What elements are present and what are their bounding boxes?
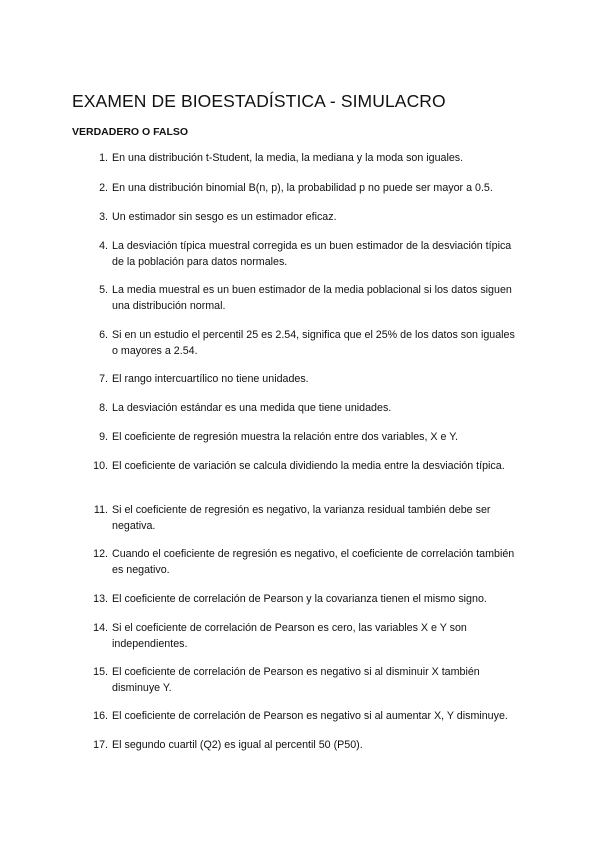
- question-text: Un estimador sin sesgo es un estimador eficaz.: [112, 211, 337, 223]
- question-item: [84, 547, 544, 578]
- question-item: [84, 401, 544, 417]
- question-item: [84, 328, 544, 359]
- question-number: 16.: [93, 710, 108, 722]
- question-number: 4.: [99, 240, 108, 252]
- question-number: 5.: [99, 284, 108, 296]
- question-item: [84, 709, 544, 725]
- question-text: Si el coeficiente de correlación de Pearson es cero, las variables X e Y son independientes.: [112, 622, 467, 650]
- question-text: El coeficiente de correlación de Pearson es negativo si al disminuir X también disminuye Y.: [112, 666, 480, 694]
- question-text: El coeficiente de regresión muestra la relación entre dos variables, X e Y.: [112, 431, 458, 443]
- question-item: [84, 503, 544, 534]
- question-item: [84, 210, 544, 226]
- question-item: [84, 459, 544, 475]
- question-text: El segundo cuartil (Q2) es igual al percentil 50 (P50).: [112, 739, 363, 751]
- question-text: Si en un estudio el percentil 25 es 2.54, significa que el 25% de los datos son iguales o mayores a 2.54.: [112, 329, 515, 357]
- question-number: 11.: [93, 504, 108, 516]
- question-number: 10.: [93, 460, 108, 472]
- question-number: 3.: [99, 211, 108, 223]
- question-item: [84, 738, 544, 754]
- question-number: 8.: [99, 402, 108, 414]
- question-number: 15.: [93, 666, 108, 678]
- question-number: 7.: [99, 373, 108, 385]
- question-text: La desviación típica muestral corregida es un buen estimador de la desviación típica de la población para datos normales.: [112, 240, 512, 268]
- question-number: 9.: [99, 431, 108, 443]
- question-number: 13.: [93, 593, 108, 605]
- section-heading: VERDADERO O FALSO: [72, 126, 189, 138]
- question-item: [84, 151, 544, 167]
- question-number: 17.: [93, 739, 108, 751]
- question-text: En una distribución t-Student, la media, la mediana y la moda son iguales.: [112, 152, 464, 164]
- question-item: [84, 181, 544, 197]
- question-number: 12.: [93, 548, 108, 560]
- question-number: 6.: [99, 329, 108, 341]
- question-text: Cuando el coeficiente de regresión es negativo, el coeficiente de correlación también es negativo.: [112, 548, 515, 576]
- question-text: El coeficiente de correlación de Pearson y la covarianza tienen el mismo signo.: [112, 593, 487, 605]
- question-number: 14.: [93, 622, 108, 634]
- question-number: 1.: [99, 152, 108, 164]
- question-text: El coeficiente de variación se calcula dividiendo la media entre la desviación típica.: [112, 460, 505, 472]
- question-text: El rango intercuartílico no tiene unidades.: [112, 373, 309, 385]
- question-item: [84, 665, 544, 696]
- question-text: Si el coeficiente de regresión es negativo, la varianza residual también debe ser negativa.: [112, 504, 491, 532]
- question-item: [84, 592, 544, 608]
- question-item: [84, 283, 544, 314]
- question-text: La desviación estándar es una medida que tiene unidades.: [112, 402, 392, 414]
- question-item: [84, 372, 544, 388]
- question-text: En una distribución binomial B(n, p), la probabilidad p no puede ser mayor a 0.5.: [112, 182, 493, 194]
- question-text: La media muestral es un buen estimador de la media poblacional si los datos siguen una distribución normal.: [112, 284, 512, 312]
- page-title: EXAMEN DE BIOESTADÍSTICA - SIMULACRO: [72, 91, 446, 111]
- question-text: El coeficiente de correlación de Pearson es negativo si al aumentar X, Y disminuye.: [112, 710, 508, 722]
- question-item: [84, 621, 544, 652]
- question-number: 2.: [99, 182, 108, 194]
- question-item: [84, 430, 544, 446]
- question-item: [84, 239, 544, 270]
